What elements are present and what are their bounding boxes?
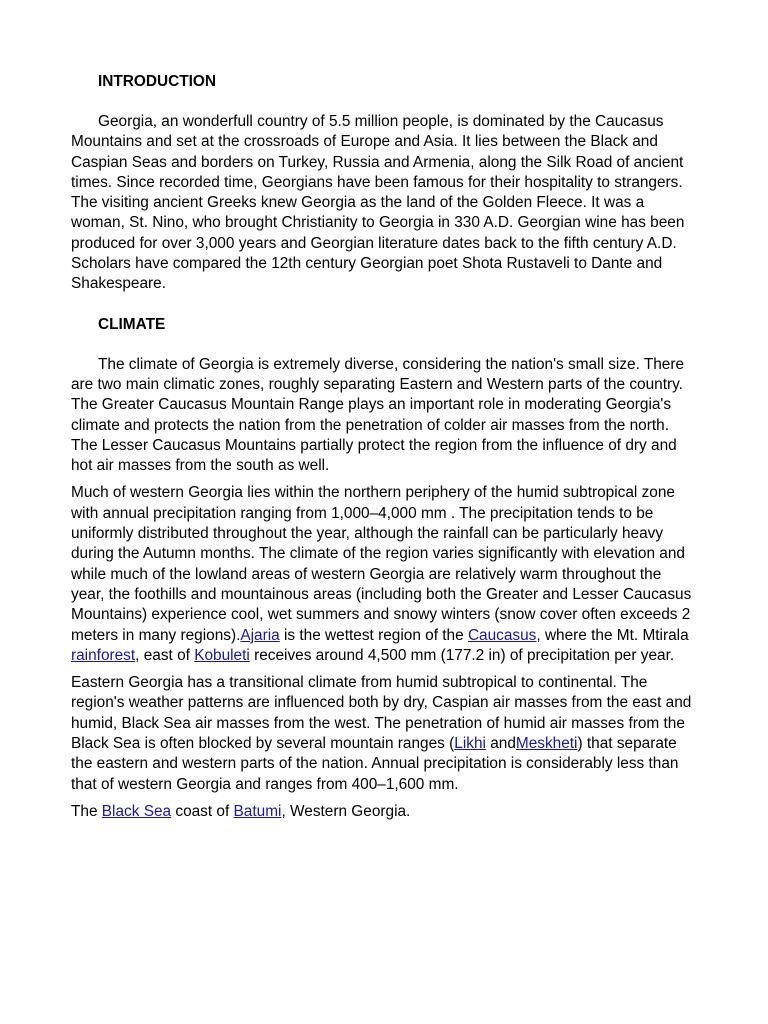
climate-paragraph-2-text: Much of western Georgia lies within the northern periphery of the humid subtropical zone with annual precipitation ranging from 1,000–4,000 mm . The precipitation tends to be uniformly distributed throughout the year, although the rainfall can be particularly heavy during the Autumn months. The climate of the region varies significantly with elevation and while much of the lowland areas of western Georgia are relatively warm throughout the year, the foothills and mountainous areas (including both the Greater and Lesser Caucasus Mountains) experience cool, wet summers and snowy winters (snow cover often exceeds 2 meters in many regions).: [71, 484, 692, 644]
link-rainforest[interactable]: rainforest: [71, 646, 136, 664]
climate-paragraph-2-text: , where the Mt. Mtirala: [536, 626, 689, 644]
climate-paragraph-2: [71, 483, 696, 666]
climate-paragraph-3-text: Eastern Georgia has a transitional climate from humid subtropical to continental. The region's weather patterns are influenced both by dry, Caspian air masses from the east and humid, Black Sea air masses from the west. The penetration of humid air masses from the Black Sea is often blocked by several mountain ranges (: [71, 674, 692, 753]
link-likhi[interactable]: Likhi: [454, 735, 486, 753]
climate-heading: CLIMATE: [98, 315, 166, 333]
climate-paragraph-2-text: receives around 4,500 mm (177.2 in) of precipitation per year.: [249, 646, 675, 664]
climate-paragraph-1: The climate of Georgia is extremely diverse, considering the nation's small size. There are two main climatic zones, roughly separating Eastern and Western parts of the country. The Greater Caucasus Mountain Range plays an important role in moderating Georgia's climate and protects the nation from the penetration of colder air masses from the north. The Lesser Caucasus Mountains partially protect the region from the influence of dry and hot air masses from the south as well.: [71, 355, 685, 475]
intro-paragraph: Georgia, an wonderfull country of 5.5 million people, is dominated by the Caucasus Mountains and set at the crossroads of Europe and Asia. It lies between the Black and Caspian Seas and borders on Turkey, Russia and Armenia, along the Silk Road of ancient times. Since recorded time, Georgians have been famous for their hospitality to strangers. The visiting ancient Greeks knew Georgia as the land of the Golden Fleece. It was a woman, St. Nino, who brought Christianity to Georgia in 330 A.D. Georgian wine has been produced for over 3,000 years and Georgian literature dates back to the fifth century A.D. Scholars have compared the 12th century Georgian poet Shota Rustaveli to Dante and Shakespeare.: [71, 113, 685, 293]
link-caucasus[interactable]: Caucasus: [467, 626, 537, 644]
climate-paragraph-2-text: , east of: [135, 646, 195, 664]
climate-paragraph-3-text: and: [485, 735, 516, 753]
climate-paragraph-3-text: ) that separate the eastern and western parts of the nation. Annual precipitation is considerably less than that of western Georgia and ranges from 400–1,600 mm.: [71, 735, 679, 793]
link-batumi[interactable]: Batumi: [233, 802, 282, 820]
link-kobuleti[interactable]: Kobuleti: [194, 646, 250, 664]
climate-paragraph-2-text: is the wettest region of the: [279, 626, 468, 644]
link-ajaria[interactable]: Ajaria: [240, 626, 280, 644]
link-meskheti[interactable]: Meskheti: [515, 735, 578, 753]
intro-heading: INTRODUCTION: [98, 73, 216, 90]
link-black-sea[interactable]: Black Sea: [101, 802, 172, 820]
black-sea-caption-text: , Western Georgia.: [281, 802, 411, 820]
black-sea-caption-text: The: [71, 802, 102, 820]
climate-paragraph-3: [71, 673, 696, 795]
black-sea-caption-text: coast of: [171, 802, 234, 820]
black-sea-caption: [71, 802, 696, 822]
